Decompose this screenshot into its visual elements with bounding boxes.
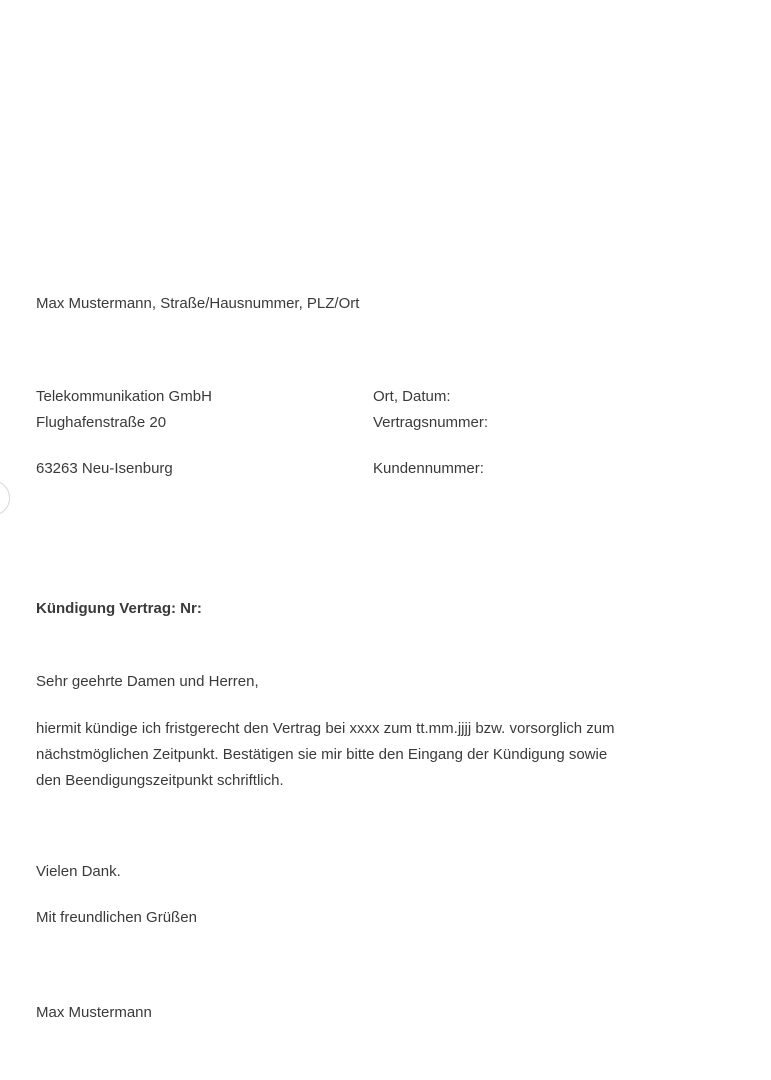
body-line: hiermit kündige ich fristgerecht den Vertrag bei xxxx zum tt.mm.jjjj bzw. vorsorglich zum <box>36 720 615 737</box>
subject-line: Kündigung Vertrag: Nr: <box>36 600 202 617</box>
signature-name: Max Mustermann <box>36 1004 152 1021</box>
recipient-city: 63263 Neu-Isenburg <box>36 460 173 477</box>
customer-number-label: Kundennummer: <box>373 460 484 477</box>
thanks-line: Vielen Dank. <box>36 863 121 880</box>
body-line: den Beendigungszeitpunkt schriftlich. <box>36 772 284 789</box>
place-date-label: Ort, Datum: <box>373 388 451 405</box>
closing-line: Mit freundlichen Grüßen <box>36 909 197 926</box>
scroll-handle[interactable] <box>0 480 10 516</box>
salutation: Sehr geehrte Damen und Herren, <box>36 673 259 690</box>
sender-line: Max Mustermann, Straße/Hausnummer, PLZ/Ort <box>36 295 360 312</box>
body-line: nächstmöglichen Zeitpunkt. Bestätigen sie mir bitte den Eingang der Kündigung sowie <box>36 746 608 763</box>
contract-number-label: Vertragsnummer: <box>373 414 489 431</box>
recipient-street: Flughafenstraße 20 <box>36 414 167 431</box>
recipient-company: Telekommunikation GmbH <box>36 388 212 405</box>
letter-body <box>36 716 636 794</box>
